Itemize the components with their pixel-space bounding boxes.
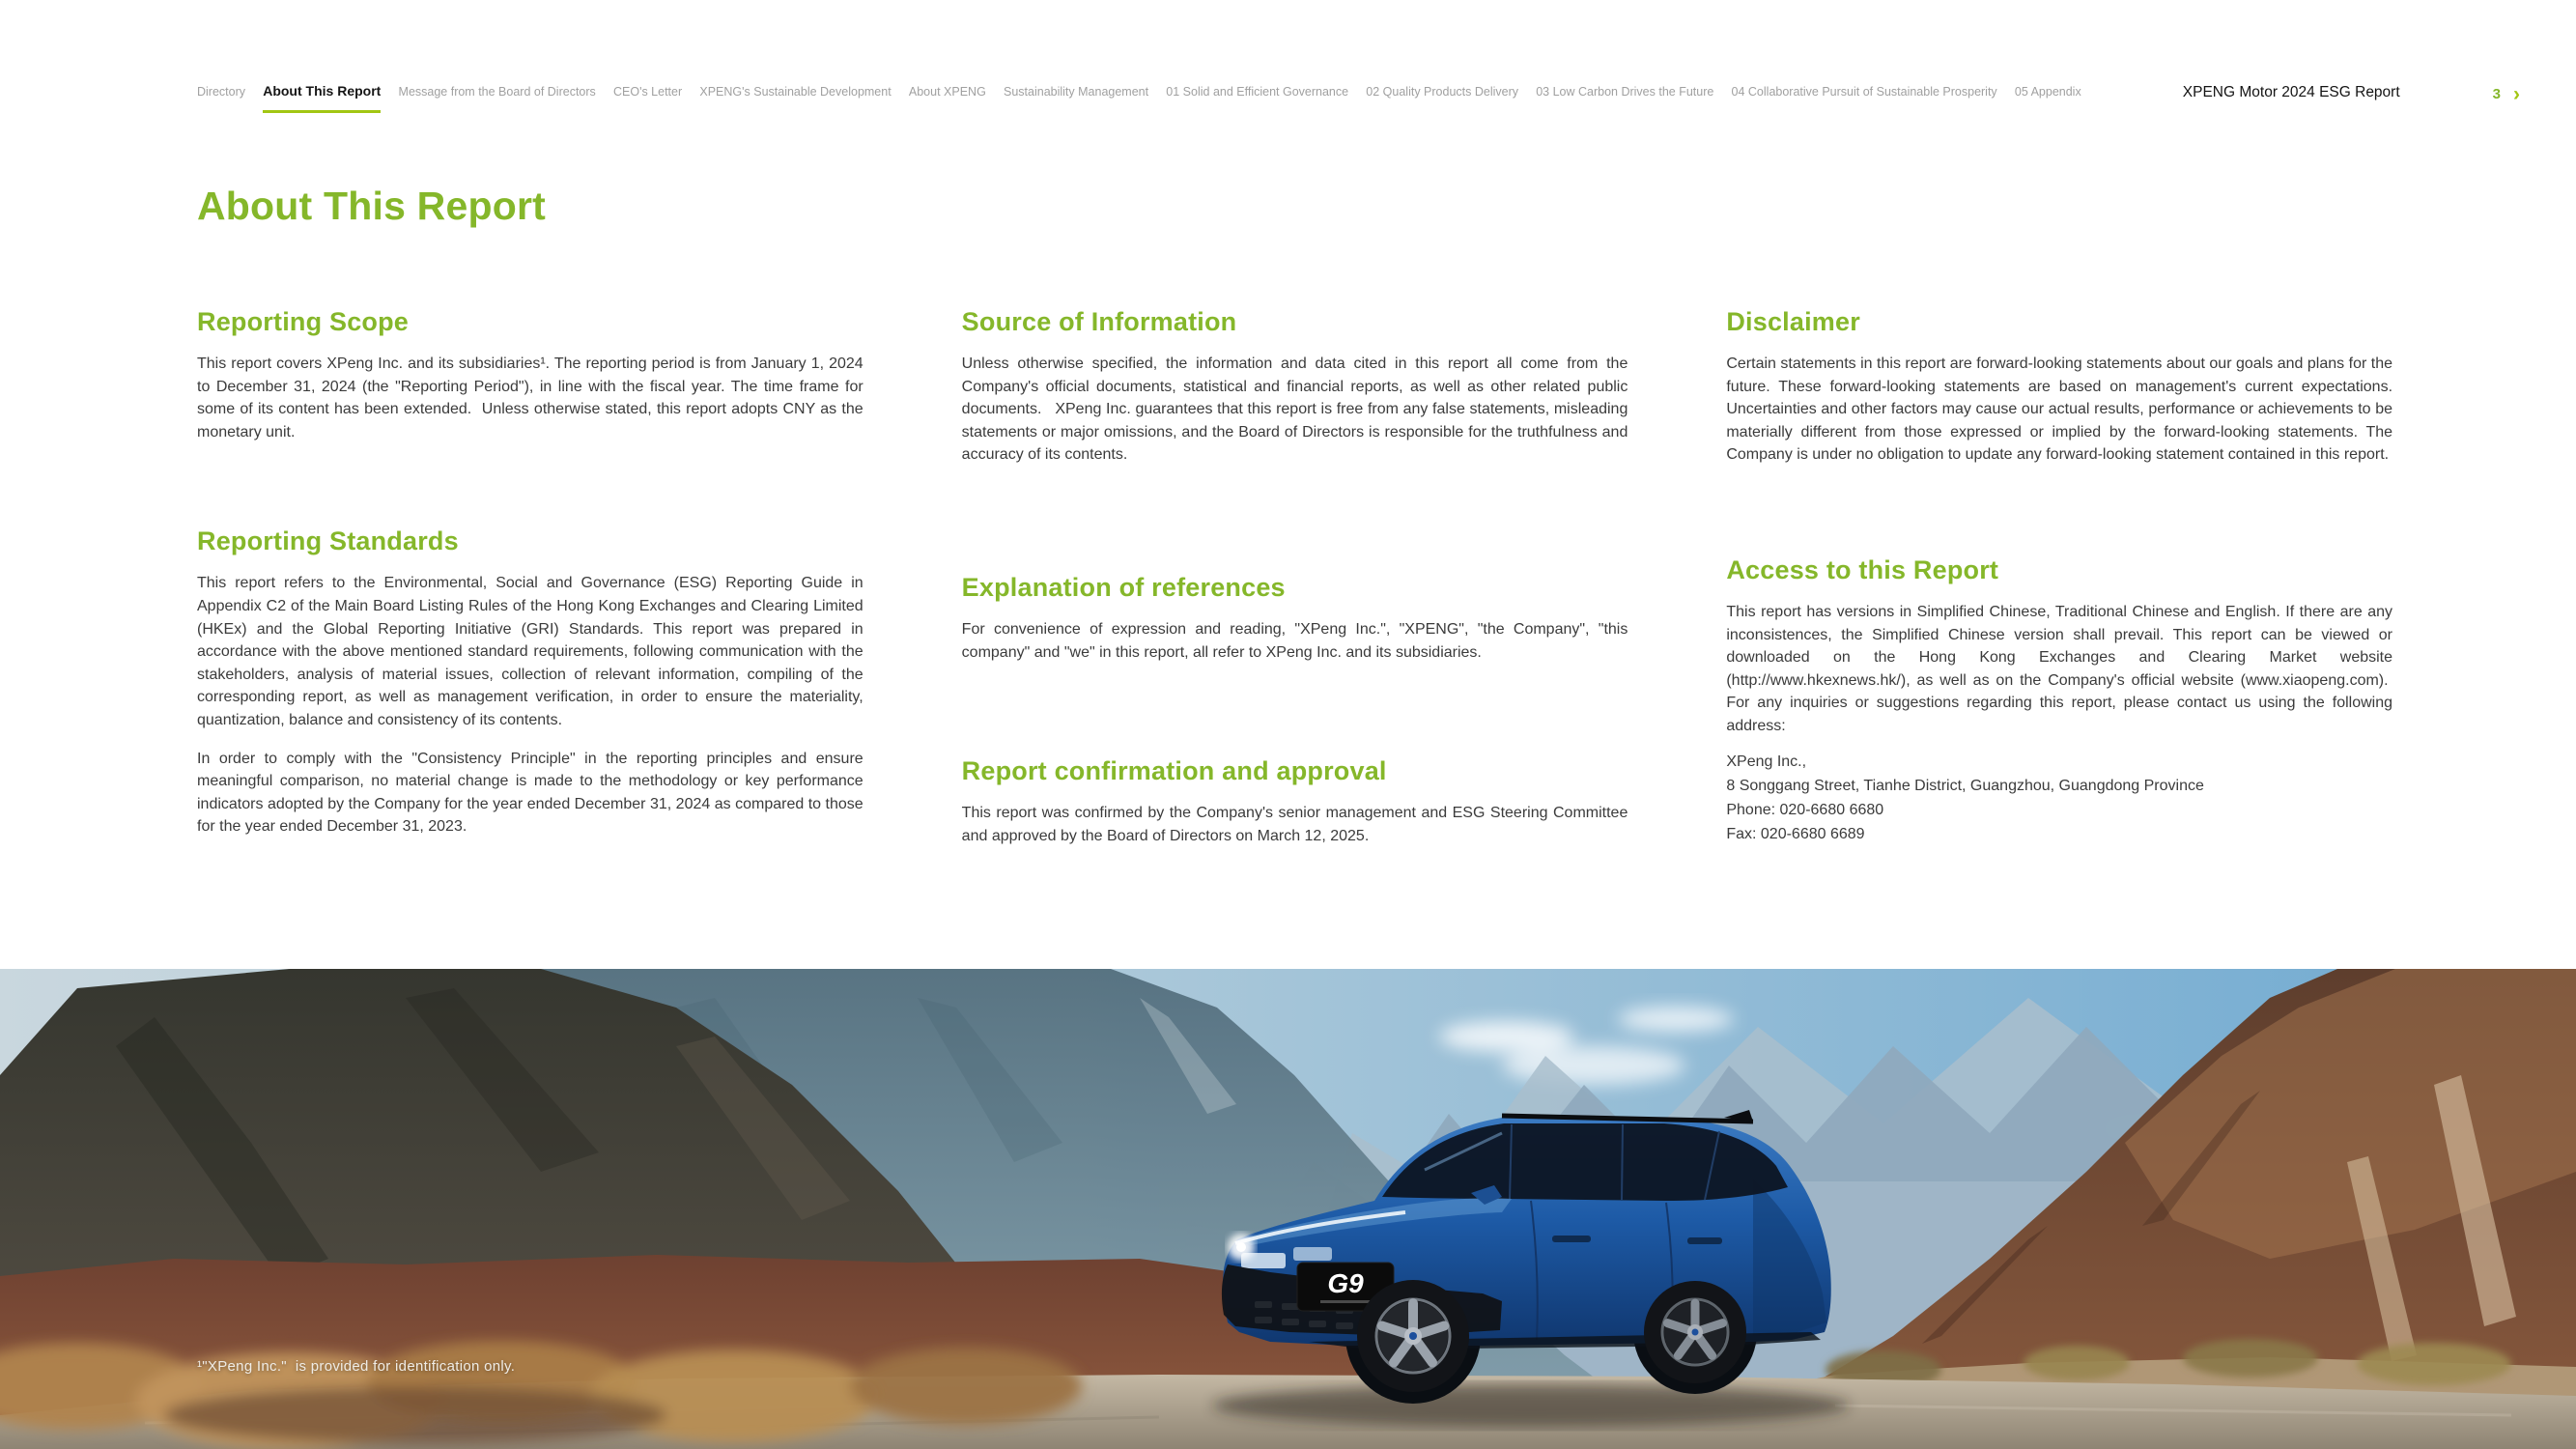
nav-item-sustainability-management[interactable]: Sustainability Management bbox=[1004, 85, 1149, 99]
next-page-icon[interactable]: › bbox=[2513, 83, 2520, 105]
section-heading: Report confirmation and approval bbox=[961, 756, 1387, 786]
nav-item-01-governance[interactable]: 01 Solid and Efficient Governance bbox=[1166, 85, 1349, 99]
section-paragraph: In order to comply with the "Consistency Principle" in the reporting principles and ensure meaningful comparison, no material change is made to the methodology or key performance indicators adopted by the Company for the year ended December 31, 2024 as compared to those for the year ended December 31, 2023. bbox=[197, 750, 863, 836]
section-paragraph: This report was confirmed by the Company's senior management and ESG Steering Committee and approved by the Board of Directors on March 12, 2025. bbox=[961, 805, 1628, 844]
page-pager bbox=[2492, 83, 2520, 113]
nav-item-sustainable-development[interactable]: XPENG's Sustainable Development bbox=[699, 85, 892, 99]
section-heading: Reporting Scope bbox=[197, 307, 410, 336]
section-source-of-information bbox=[962, 307, 1628, 467]
section-reporting-scope bbox=[197, 307, 863, 443]
contact-line-fax: Fax: 020-6680 6689 bbox=[1726, 825, 1865, 842]
nav-item-about-xpeng[interactable]: About XPENG bbox=[908, 85, 986, 99]
contact-line-company: XPeng Inc., bbox=[1726, 753, 1807, 770]
contact-block bbox=[1726, 750, 2392, 846]
nav-item-02-quality-products[interactable]: 02 Quality Products Delivery bbox=[1366, 85, 1518, 99]
nav-item-05-appendix[interactable]: 05 Appendix bbox=[2014, 85, 2081, 99]
section-paragraph: Unless otherwise specified, the information and data cited in this report all come from the Company's official documents, statistical and financial reports, as well as other related public documents. XPeng Inc. guarantees that this report is free from any false statements, misleading statements or major omissions, and the Board of Directors is responsible for the truthfulness and accuracy of its contents. bbox=[961, 355, 1628, 464]
nav-item-about-this-report[interactable]: About This Report bbox=[263, 83, 381, 113]
section-paragraph: This report refers to the Environmental, Social and Governance (ESG) Reporting Guide in Appendix C2 of the Main Board Listing Rules of the Hong Kong Exchanges and Clearing Limited (HKEx) and the Global Reporting Initiative (GRI) Standards. This report was prepared in accordance with the above mentioned standard requirements, following communication with the stakeholders, analysis of material issues, collection of relevant information, compiling of the corresponding report, as well as management verification, in order to ensure the materiality, quantization, balance and consistency of its contents. bbox=[197, 575, 863, 729]
page-number: 3 bbox=[2492, 86, 2501, 102]
section-paragraph: This report has versions in Simplified Chinese, Traditional Chinese and English. If there are any inconsistences, the Simplified Chinese version shall prevail. This report can be viewed or downloaded on the Hong Kong Exchanges and Clearing Market website (http://www.hkexnews.hk/), as well as on the Company's official website (www.xiaopeng.com). For any inquiries or suggestions regarding this report, please contact us using the following address: bbox=[1726, 604, 2393, 735]
section-heading: Source of Information bbox=[961, 307, 1237, 336]
section-reporting-standards bbox=[197, 526, 863, 838]
column-right bbox=[1726, 307, 2392, 847]
nav-item-03-low-carbon[interactable]: 03 Low Carbon Drives the Future bbox=[1536, 85, 1714, 99]
contact-line-phone: Phone: 020-6680 6680 bbox=[1726, 801, 1884, 818]
front-wheel bbox=[1357, 1280, 1469, 1392]
nav-item-04-collaborative-pursuit[interactable]: 04 Collaborative Pursuit of Sustainable Prosperity bbox=[1731, 85, 1997, 99]
section-heading: Disclaimer bbox=[1726, 307, 1860, 336]
section-report-confirmation bbox=[962, 756, 1628, 847]
section-disclaimer bbox=[1726, 307, 2392, 467]
column-left bbox=[197, 307, 863, 847]
section-heading: Explanation of references bbox=[961, 573, 1286, 603]
nav-items bbox=[197, 83, 2081, 113]
report-title: XPENG Motor 2024 ESG Report bbox=[2182, 84, 2400, 100]
report-body bbox=[197, 307, 2392, 847]
section-heading: Access to this Report bbox=[1726, 555, 1999, 585]
nav-item-directory[interactable]: Directory bbox=[197, 85, 246, 99]
column-middle bbox=[962, 307, 1628, 847]
page-title: About This Report bbox=[197, 184, 546, 228]
section-paragraph: For convenience of expression and reading, "XPeng Inc.", "XPENG", "the Company", "this company" and "we" in this report, all refer to XPeng Inc. and its subsidiaries. bbox=[961, 621, 1628, 661]
section-paragraph: Certain statements in this report are forward-looking statements about our goals and plans for the future. These forward-looking statements are based on management's current expectations. Uncertainties and other factors may cause our actual results, performance or achievements to be materially different from those expressed or implied by the forward-looking statements. The Company is under no obligation to update any forward-looking statement contained in this report. bbox=[1726, 355, 2393, 464]
rear-wheel bbox=[1644, 1281, 1746, 1383]
nav-item-ceos-letter[interactable]: CEO's Letter bbox=[612, 85, 683, 99]
hero-photo-illustration bbox=[0, 969, 2576, 1449]
hero-photo bbox=[0, 969, 2576, 1449]
section-explanation-of-references bbox=[962, 573, 1628, 664]
section-paragraph: This report covers XPeng Inc. and its subsidiaries¹. The reporting period is from January 1, 2024 to December 31, 2024 (the "Reporting Period"), in line with the fiscal year. The time frame for some of its content has been extended. Unless otherwise stated, this report adopts CNY as the monetary unit. bbox=[197, 355, 863, 440]
section-heading: Reporting Standards bbox=[197, 526, 459, 556]
car-shadow bbox=[1212, 1384, 1850, 1427]
nav-item-message-board-directors[interactable]: Message from the Board of Directors bbox=[398, 85, 596, 99]
photo-footnote: ¹"XPeng Inc." is provided for identification only. bbox=[197, 1358, 516, 1375]
contact-line-address: 8 Songgang Street, Tianhe District, Guangzhou, Guangdong Province bbox=[1726, 777, 2204, 794]
top-navigation bbox=[0, 83, 2576, 113]
section-access-to-report bbox=[1726, 555, 2392, 738]
g9-badge: G9 bbox=[1327, 1268, 1364, 1298]
